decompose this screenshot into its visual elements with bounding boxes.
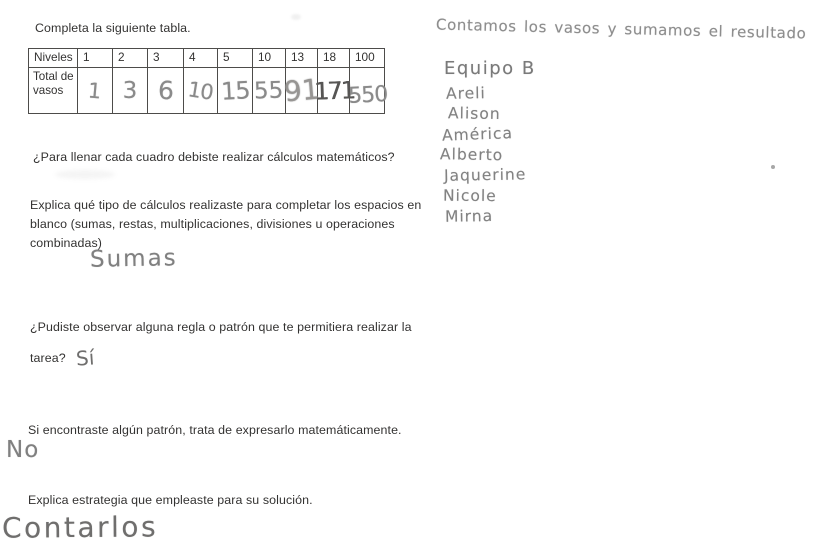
table-instruction: Completa la siguiente tabla. [35,21,191,35]
total-cell-2 [113,68,148,114]
handwritten-total-5: 15 [220,75,250,106]
handwritten-total-4: 10 [186,76,215,105]
level-header-100: 100 [350,49,385,68]
team-member: Areli [445,84,486,103]
question-regla-o-patron [30,317,432,372]
handwritten-team-list [439,58,536,227]
level-header-10: 10 [253,49,286,68]
team-member: Alison [447,103,501,123]
table-row-label-total-de-vasos: Total de vasos [29,68,78,114]
level-header-18: 18 [318,49,350,68]
table-header-niveles: Niveles [29,49,78,68]
levels-table [28,48,388,114]
team-member: Mirna [444,206,494,226]
level-header-4: 4 [184,49,218,68]
team-member: Jaquerine [443,165,527,185]
level-header-3: 3 [148,49,184,68]
scan-speck [771,165,775,169]
handwritten-total-13: 91 [282,72,321,109]
question-estrategia: Explica estrategia que empleaste para su solución. [28,493,313,507]
handwritten-total-3: 6 [157,75,174,106]
total-cell-100 [347,68,388,114]
pencil-smudge [55,170,115,179]
level-header-2: 2 [113,49,148,68]
handwritten-strategy-note: Contamos los vasos y sumamos el resultado [435,15,807,43]
team-member: Nicole [442,186,497,205]
handwritten-total-18: 171 [313,75,354,106]
level-header-1: 1 [78,49,113,68]
handwritten-total-10: 55 [253,76,285,105]
team-name: Equipo B [444,58,536,79]
handwritten-answer-contarlos: Contarlos [1,510,159,545]
total-cell-10 [253,68,286,114]
total-cell-3 [148,68,184,114]
total-cell-1 [78,68,113,114]
question-expresar-matematicamente: Si encontraste algún patrón, trata de expresarlo matemáticamente. [28,423,402,437]
level-header-13: 13 [286,49,318,68]
scan-speck [291,14,301,20]
handwritten-total-2: 3 [122,77,138,104]
team-members [439,83,536,227]
question-calculos-matematicos: ¿Para llenar cada cuadro debiste realizar cálculos matemáticos? [33,150,395,164]
handwritten-answer-no: No [6,437,40,463]
total-cell-4 [184,68,218,114]
total-cell-18 [313,68,354,114]
total-cell-5 [218,68,253,114]
handwritten-answer-sumas: Sumas [89,245,178,273]
level-header-5: 5 [218,49,253,68]
handwritten-answer-si: Sí [74,345,96,371]
team-member: América [441,124,514,145]
question-tipo-de-calculos: Explica qué tipo de cálculos realizaste para completar los espacios en blanco (sumas, restas, multiplicaciones, divisiones u operaciones combinadas) [30,198,422,251]
handwritten-total-1: 1 [87,77,103,104]
handwritten-total-100: 550 [347,81,388,109]
team-member: Alberto [439,144,504,164]
question-regla-o-patron-text: ¿Pudiste observar alguna regla o patrón que te permitiera realizar la tarea? [30,320,412,366]
